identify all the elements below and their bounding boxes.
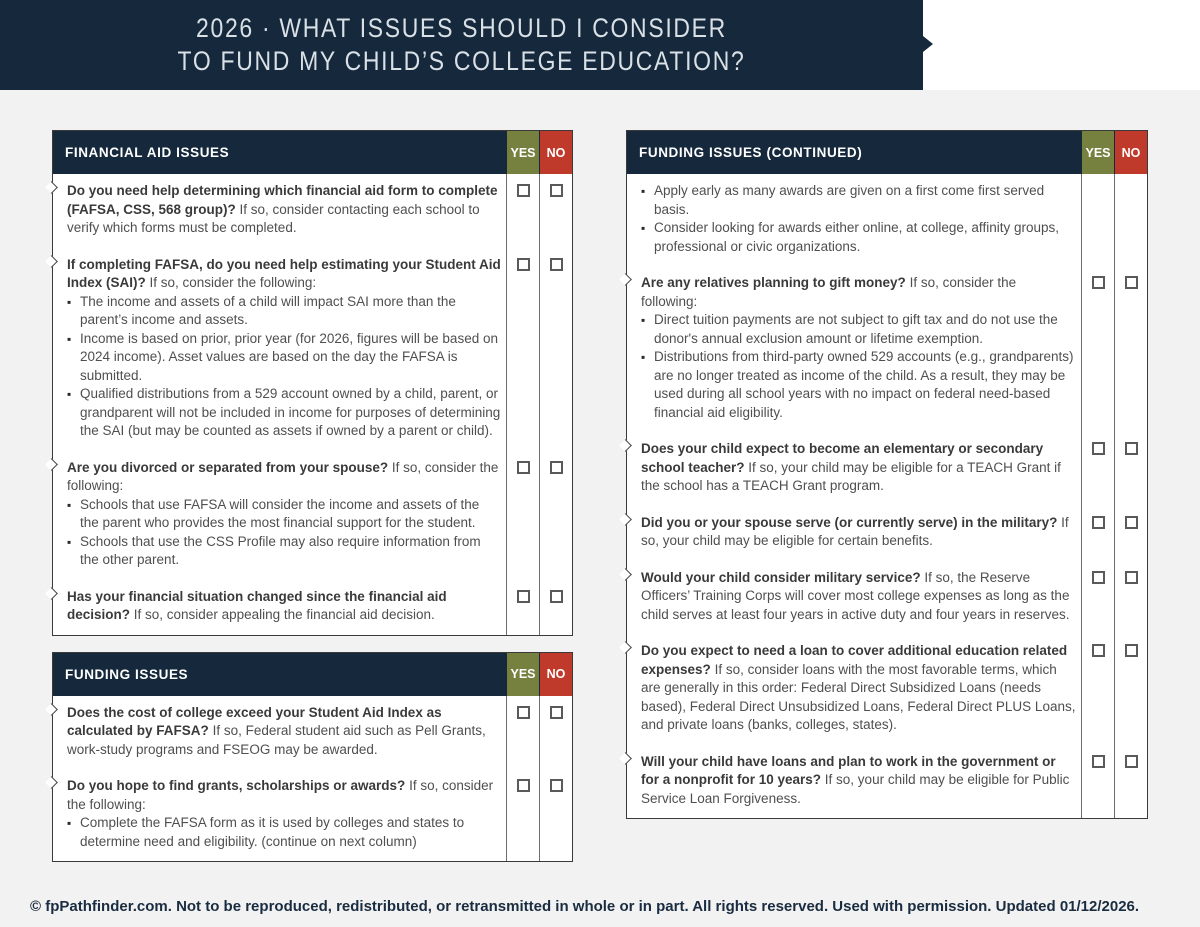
document-header — [0, 0, 923, 90]
bullet-list — [641, 182, 1076, 256]
yes-cell — [506, 580, 539, 635]
question-text — [641, 274, 1076, 311]
bullet-item: ▪ Apply early as many awards are given on a first come first served basis. — [641, 182, 1076, 219]
no-checkbox[interactable] — [550, 461, 563, 474]
question-row — [627, 745, 1147, 819]
question-bold-text: Are you divorced or separated from your spouse? — [67, 459, 389, 475]
bullet-item: ▪ Consider looking for awards either online, at college, affinity groups, professional or civic organizations. — [641, 219, 1076, 256]
question-cell — [53, 696, 506, 770]
no-cell — [1114, 634, 1147, 745]
yes-cell — [1081, 506, 1114, 561]
no-cell — [1114, 506, 1147, 561]
question-text — [67, 256, 501, 293]
bullet-item: ▪ Distributions from third-party owned 529 accounts (e.g., grandparents) are no longer treated as income of the child. As a result, they may be used during all school years with no impact on federal need-based financial aid eligibility. — [641, 348, 1076, 422]
yes-checkbox[interactable] — [1092, 516, 1105, 529]
question-bold-text: Would your child consider military service? — [641, 569, 921, 585]
yes-checkbox[interactable] — [1092, 442, 1105, 455]
no-cell — [539, 696, 572, 770]
yes-cell — [506, 696, 539, 770]
question-bold-text: Will your child have loans and plan to work in the government or for a nonprofit for 10 years? — [641, 753, 1056, 787]
question-row — [627, 506, 1147, 561]
bullet-item: ▪ The income and assets of a child will impact SAI more than the parent’s income and assets. — [67, 293, 501, 330]
bullet-item: ▪ Complete the FAFSA form as it is used by colleges and states to determine need and eligibility. (continue on next column) — [67, 814, 501, 851]
yes-checkbox[interactable] — [517, 590, 530, 603]
table-body — [53, 696, 572, 862]
no-cell — [1114, 561, 1147, 635]
question-cell — [627, 745, 1081, 819]
yes-cell — [1081, 174, 1114, 266]
row-chevron-icon — [619, 273, 632, 286]
question-cell — [627, 174, 1081, 266]
bullet-list — [641, 311, 1076, 422]
bullet-item: ▪ Direct tuition payments are not subject to gift tax and do not use the donor's annual exclusion amount or lifetime exemption. — [641, 311, 1076, 348]
row-chevron-icon — [619, 752, 632, 765]
no-column-header: NO — [539, 131, 572, 174]
guidance-text: If so, consider contacting each school to verify which forms must be completed. — [67, 201, 480, 235]
question-row — [53, 451, 572, 580]
yes-cell — [506, 174, 539, 248]
question-row — [53, 580, 572, 635]
question-text — [641, 514, 1076, 551]
row-chevron-icon — [619, 641, 632, 654]
question-text — [67, 777, 501, 814]
question-row — [627, 174, 1147, 266]
bullet-list — [67, 496, 501, 570]
no-cell — [1114, 432, 1147, 506]
no-column-header: NO — [539, 653, 572, 696]
guidance-text: If so, your child may be eligible for certain benefits. — [641, 514, 1069, 548]
guidance-text: If so, consider appealing the financial aid decision. — [133, 607, 435, 622]
question-text — [67, 704, 501, 760]
table-header — [53, 653, 572, 696]
question-row — [627, 561, 1147, 635]
guidance-text: If so, Federal student aid such as Pell Grants, work-study programs and FSEOG may be awarded. — [67, 723, 486, 757]
row-chevron-icon — [619, 568, 632, 581]
no-checkbox[interactable] — [550, 184, 563, 197]
no-cell — [539, 451, 572, 580]
question-bold-text: Does your child expect to become an elementary or secondary school teacher? — [641, 441, 1044, 475]
question-row — [53, 769, 572, 861]
yes-cell — [506, 451, 539, 580]
bullet-item: ▪ Schools that use the CSS Profile may also require information from the other parent. — [67, 533, 501, 570]
question-cell — [53, 174, 506, 248]
row-chevron-icon — [45, 587, 58, 600]
guidance-text: If so, consider the following: — [641, 275, 1017, 309]
yes-column-header: YES — [506, 653, 539, 696]
question-bold-text: If completing FAFSA, do you need help estimating your Student Aid Index (SAI)? — [67, 256, 501, 290]
no-checkbox[interactable] — [550, 258, 563, 271]
no-checkbox[interactable] — [1125, 442, 1138, 455]
yes-cell — [506, 769, 539, 861]
yes-cell — [1081, 432, 1114, 506]
no-cell — [539, 769, 572, 861]
bullet-item: ▪ Schools that use FAFSA will consider the income and assets of the the parent who provides the most financial support for the student. — [67, 496, 501, 533]
yes-checkbox[interactable] — [1092, 644, 1105, 657]
question-bold-text: Did you or your spouse serve (or currently serve) in the military? — [641, 514, 1058, 530]
row-chevron-icon — [45, 181, 58, 194]
yes-checkbox[interactable] — [1092, 755, 1105, 768]
checklist-table — [626, 130, 1148, 819]
yes-cell — [1081, 634, 1114, 745]
question-text — [641, 642, 1076, 735]
yes-checkbox[interactable] — [517, 461, 530, 474]
checklist-table — [52, 130, 573, 636]
question-text — [67, 588, 501, 625]
guidance-text: If so, consider the following: — [67, 778, 494, 812]
guidance-text: If so, consider loans with the most favorable terms, which are generally in this order: Federal Direct Subsidized Loans (needs based), Federal Direct Unsubsidized Loans, Federal Direct PLUS Loans, and private loans (banks, colleges, states). — [641, 661, 1076, 732]
question-row — [627, 634, 1147, 745]
bullet-list — [67, 814, 501, 851]
bullet-item: ▪ Income is based on prior, prior year (for 2026, figures will be based on 2024 income). Asset values are based on the day the FAFSA is submitted. — [67, 330, 501, 386]
no-checkbox[interactable] — [1125, 755, 1138, 768]
yes-column-header: YES — [1081, 131, 1114, 174]
yes-cell — [1081, 561, 1114, 635]
yes-cell — [1081, 745, 1114, 819]
no-checkbox[interactable] — [550, 779, 563, 792]
table-body — [53, 174, 572, 635]
table-title: FUNDING ISSUES — [65, 666, 189, 682]
question-text — [641, 440, 1076, 496]
question-bold-text: Do you expect to need a loan to cover additional education related expenses? — [641, 643, 1068, 677]
question-row — [53, 248, 572, 451]
question-cell — [627, 266, 1081, 432]
question-text — [67, 182, 501, 238]
question-bold-text: Has your financial situation changed since the financial aid decision? — [67, 588, 447, 622]
row-chevron-icon — [619, 439, 632, 452]
yes-checkbox[interactable] — [517, 779, 530, 792]
no-checkbox[interactable] — [1125, 516, 1138, 529]
question-cell — [53, 248, 506, 451]
header-band — [0, 0, 1200, 90]
question-bold-text: Does the cost of college exceed your Student Aid Index as calculated by FAFSA? — [67, 704, 442, 738]
guidance-text: If so, consider the following: — [149, 275, 317, 290]
table-title: FUNDING ISSUES (CONTINUED) — [639, 145, 863, 160]
page-title — [69, 0, 854, 90]
no-cell — [539, 580, 572, 635]
bullet-list — [67, 293, 501, 441]
no-cell — [1114, 745, 1147, 819]
table-body — [627, 174, 1147, 818]
page-title-line1: 2026 · WHAT ISSUES SHOULD I CONSIDER — [196, 13, 727, 43]
question-bold-text: Do you need help determining which financial aid form to complete (FAFSA, CSS, 568 group)? — [67, 183, 498, 217]
yes-cell — [506, 248, 539, 451]
page-title-line2: TO FUND MY CHILD’S COLLEGE EDUCATION? — [177, 46, 746, 76]
guidance-text: If so, your child may be eligible for Public Service Loan Forgiveness. — [641, 772, 1070, 806]
yes-checkbox[interactable] — [517, 258, 530, 271]
checklist-table — [52, 652, 573, 863]
question-row — [627, 432, 1147, 506]
row-chevron-icon — [45, 703, 58, 716]
guidance-text: If so, the Reserve Officers’ Training Corps will cover most college expenses as long as the child serves at least four years in active duty and four years in reserves. — [641, 569, 1070, 622]
bullet-item: ▪ Qualified distributions from a 529 account owned by a child, parent, or grandparent will not be included in income for purposes of determining the SAI (but may be counted as assets if owned by a parent or child). — [67, 385, 501, 441]
question-row — [53, 174, 572, 248]
right-column — [626, 130, 1148, 819]
question-cell — [627, 634, 1081, 745]
question-cell — [627, 561, 1081, 635]
question-row — [53, 696, 572, 770]
question-row — [627, 266, 1147, 432]
no-column-header: NO — [1114, 131, 1147, 174]
row-chevron-icon — [619, 513, 632, 526]
no-checkbox[interactable] — [550, 706, 563, 719]
no-cell — [539, 248, 572, 451]
table-header — [53, 131, 572, 174]
table-header — [627, 131, 1147, 174]
guidance-text: If so, your child may be eligible for a TEACH Grant if the school has a TEACH Grant program. — [641, 459, 1061, 493]
row-chevron-icon — [45, 255, 58, 268]
yes-column-header: YES — [506, 131, 539, 174]
no-checkbox[interactable] — [1125, 571, 1138, 584]
question-cell — [627, 506, 1081, 561]
no-checkbox[interactable] — [1125, 644, 1138, 657]
question-bold-text: Are any relatives planning to gift money? — [641, 275, 906, 290]
yes-cell — [1081, 266, 1114, 432]
left-column — [52, 130, 573, 862]
no-cell — [1114, 266, 1147, 432]
question-cell — [53, 580, 506, 635]
no-cell — [1114, 174, 1147, 266]
no-checkbox[interactable] — [1125, 276, 1138, 289]
table-title: FINANCIAL AID ISSUES — [65, 145, 230, 160]
footer-copyright: © fpPathfinder.com. Not to be reproduced, redistributed, or retransmitted in whole or in part. All rights reserved. Used with permission. Updated 01/12/2026. — [30, 898, 1140, 915]
yes-checkbox[interactable] — [517, 706, 530, 719]
row-chevron-icon — [45, 776, 58, 789]
header-arrow-icon — [923, 36, 933, 52]
yes-checkbox[interactable] — [517, 184, 530, 197]
question-bold-text: Do you hope to find grants, scholarships or awards? — [67, 778, 406, 793]
question-text — [641, 569, 1076, 625]
no-cell — [539, 174, 572, 248]
question-cell — [53, 769, 506, 861]
guidance-text: If so, consider the following: — [67, 459, 499, 493]
question-cell — [53, 451, 506, 580]
row-chevron-icon — [45, 458, 58, 471]
yes-checkbox[interactable] — [1092, 276, 1105, 289]
no-checkbox[interactable] — [550, 590, 563, 603]
yes-checkbox[interactable] — [1092, 571, 1105, 584]
question-cell — [627, 432, 1081, 506]
question-text — [641, 753, 1076, 809]
question-text — [67, 459, 501, 496]
